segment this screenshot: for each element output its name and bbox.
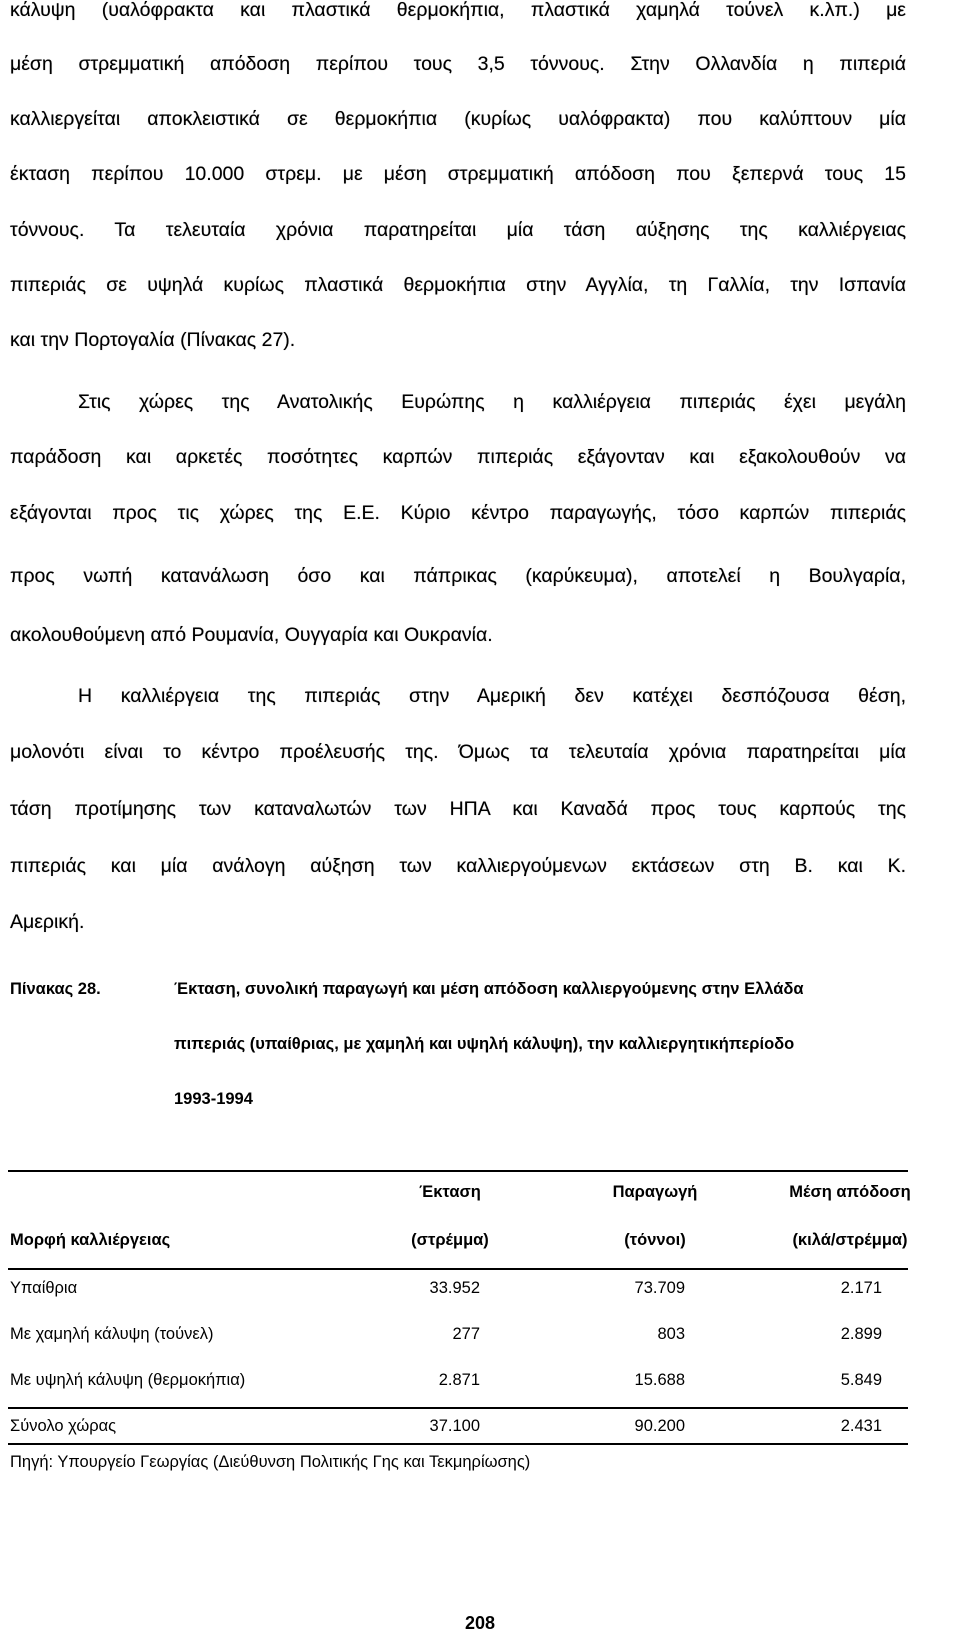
table-top-rule (8, 1170, 908, 1172)
table-bottom-rule (8, 1443, 908, 1445)
paragraph-line: εξάγονται προς τις χώρες της Ε.Ε. Κύριο κέντρο παραγωγής, τόσο καρπών πιπεριάς (10, 502, 906, 524)
paragraph-line: πιπεριάς σε υψηλά κυρίως πλαστικά θερμοκήπια στην Αγγλία, τη Γαλλία, την Ισπανία (10, 274, 906, 296)
row-production: 73.709 (634, 1279, 685, 1297)
header-production: Παραγωγή (612, 1183, 698, 1201)
header-yield: Μέση απόδοση (789, 1183, 911, 1201)
row-form: Με υψηλή κάλυψη (θερμοκήπια) (10, 1371, 246, 1389)
paragraph-line: μολονότι είναι το κέντρο προέλευσής της. Όμως τα τελευταία χρόνια παρατηρείται μία (10, 741, 906, 763)
row-form: Υπαίθρια (10, 1279, 78, 1297)
paragraph-line: έκταση περίπου 10.000 στρεμ. με μέση στρεμματική απόδοση που ξεπερνά τους 15 (10, 163, 906, 185)
paragraph-line: τόννους. Τα τελευταία χρόνια παρατηρείται μία τάση αύξησης της καλλιέργειας (10, 219, 906, 241)
paragraph-line: Η καλλιέργεια της πιπεριάς στην Αμερική δεν κατέχει δεσπόζουσα θέση, (78, 685, 906, 707)
page-number: 208 (464, 1613, 496, 1633)
header-area-unit: (στρέμμα) (411, 1231, 489, 1249)
paragraph-line: Αμερική. (10, 911, 85, 933)
row-area: 33.952 (429, 1279, 480, 1297)
total-production: 90.200 (634, 1417, 685, 1435)
paragraph-line: τάση προτίμησης των καταναλωτών των ΗΠΑ και Καναδά προς τους καρπούς της (10, 798, 906, 820)
header-production-unit: (τόννοι) (624, 1231, 686, 1249)
table-total-rule (8, 1407, 908, 1409)
row-yield: 2.171 (840, 1279, 882, 1297)
row-production: 803 (657, 1325, 685, 1343)
header-yield-unit: (κιλά/στρέμμα) (792, 1231, 908, 1249)
total-form: Σύνολο χώρας (10, 1417, 117, 1435)
paragraph-line: καλλιεργείται αποκλειστικά σε θερμοκήπια (κυρίως υαλόφρακτα) που καλύπτουν μία (10, 108, 906, 130)
row-area: 2.871 (438, 1371, 480, 1389)
paragraph-line: και την Πορτογαλία (Πίνακας 27). (10, 329, 296, 351)
table-label: Πίνακας 28. (10, 980, 101, 998)
header-area: Έκταση (419, 1183, 481, 1201)
table-caption-line: πιπεριάς (υπαίθριας, με χαμηλή και υψηλή κάλυψη), την καλλιεργητικήπερίοδο (174, 1035, 795, 1053)
row-form: Με χαμηλή κάλυψη (τούνελ) (10, 1325, 214, 1343)
row-area: 277 (452, 1325, 480, 1343)
row-yield: 5.849 (840, 1371, 882, 1389)
paragraph-line: μέση στρεμματική απόδοση περίπου τους 3,5 τόννους. Στην Ολλανδία η πιπεριά (10, 53, 906, 75)
paragraph-line: ακολουθούμενη από Ρουμανία, Ουγγαρία και Ουκρανία. (10, 624, 493, 646)
table-caption-line: 1993-1994 (174, 1090, 253, 1108)
table-header-rule (8, 1268, 908, 1270)
paragraph-line: Στις χώρες της Ανατολικής Ευρώπης η καλλιέργεια πιπεριάς έχει μεγάλη (78, 391, 906, 413)
total-area: 37.100 (429, 1417, 480, 1435)
table-caption-line: Έκταση, συνολική παραγωγή και μέση απόδοση καλλιεργούμενης στην Ελλάδα (174, 980, 804, 998)
header-form: Μορφή καλλιέργειας (10, 1231, 171, 1249)
paragraph-line: κάλυψη (υαλόφρακτα και πλαστικά θερμοκήπια, πλαστικά χαμηλά τούνελ κ.λπ.) με (10, 0, 906, 21)
paragraph-line: πιπεριάς και μία ανάλογη αύξηση των καλλιεργούμενων εκτάσεων στη Β. και Κ. (10, 855, 906, 877)
paragraph-line: προς νωπή κατανάλωση όσο και πάπρικας (καρύκευμα), αποτελεί η Βουλγαρία, (10, 565, 906, 587)
row-production: 15.688 (634, 1371, 685, 1389)
paragraph-line: παράδοση και αρκετές ποσότητες καρπών πιπεριάς εξάγονταν και εξακολουθούν να (10, 446, 906, 468)
row-yield: 2.899 (840, 1325, 882, 1343)
total-yield: 2.431 (840, 1417, 882, 1435)
table-source: Πηγή: Υπουργείο Γεωργίας (Διεύθυνση Πολιτικής Γης και Τεκμηρίωσης) (10, 1453, 531, 1471)
